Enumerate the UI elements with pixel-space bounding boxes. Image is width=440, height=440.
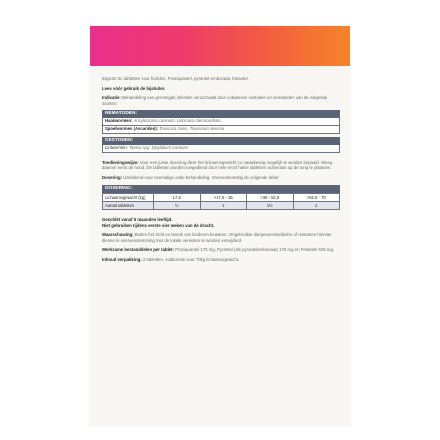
nematode-row-species: Toxocara canis, Toxascaris leonina (159, 126, 225, 132)
contents-text: 2 tabletten, voldoende voor 70kg lichaamsgewicht. (142, 256, 240, 262)
weight-row (103, 193, 340, 201)
tablets-cell: 2 (293, 201, 340, 209)
indication-text: Behandeling van gemengde infecties veroorzaakt door volwassen cestoden en nematoden van de volgende soorten: (102, 95, 328, 106)
nematodes-section (102, 110, 340, 134)
product-line: Zipyran XL tabletten voor honden, Praziquantel, pyrantel-embonaat, febantel. (102, 76, 249, 81)
nematode-row (102, 118, 340, 126)
dosage-intro (102, 175, 340, 181)
age-note: Geschikt vanaf 5 maanden leeftijd. (102, 216, 173, 222)
tablets-cell: ½ (154, 201, 201, 209)
administration-label: Toedieningswijze: (102, 159, 139, 165)
weight-row-label: Lichaamsgewicht (kg) (103, 193, 154, 201)
warning (102, 232, 340, 243)
indication (102, 95, 340, 106)
dosage-table (102, 193, 340, 210)
dosage-intro-label: Dosering: (102, 174, 123, 180)
dosage-header: DOSERING: (102, 185, 340, 193)
cestodes-section (102, 137, 340, 153)
pregnancy-note: Niet gebruiken tijdens eerste vier weken van de dracht. (102, 222, 215, 228)
nematode-row-species: Ancylostoma caninum, Uncinaria stenocephala (133, 118, 221, 124)
leaflet-panel (90, 26, 350, 426)
dosage-section (102, 185, 340, 210)
weight-cell: >35 - 52,5 (247, 193, 294, 201)
nematode-row-label: Haakwormen: (105, 118, 133, 124)
nematode-row-label: Spoelwormen (Ascariden): (105, 126, 159, 132)
indication-label: Indicatie: (102, 95, 121, 101)
nematodes-header: NEMATODEN: (102, 110, 340, 118)
gradient-banner (90, 26, 350, 66)
tablets-row-label: Aantal tabletten (103, 201, 154, 209)
cestode-row-species: Taenia spp, Dipylidium caninum (128, 144, 188, 150)
tablets-cell: 1 (200, 201, 247, 209)
tablets-row (103, 201, 340, 209)
leaflet-content (90, 66, 350, 263)
warning-text: Buiten het zicht en bereik van kinderen bewaren. Ongebruikte diergeneesmiddelen of restanten hiervan dienen in overeenstemming met de lokale vereisten te worden verwijderd. (102, 232, 332, 243)
weight-cell: >17,5 - 35 (200, 193, 247, 201)
cestode-row (102, 145, 340, 153)
dosage-intro-text: Uitsluitend voor eenmalige orale behandeling. Overeenkomstig de volgende tabel: (123, 174, 280, 180)
contents (102, 257, 340, 263)
nematode-row (102, 126, 340, 134)
cestodes-header: CESTODEN: (102, 137, 340, 145)
ingredients-text: Praziquantel 175 mg, Pyrantel (als pyrantelembonaat) 175 mg en Febantel 525 mg. (175, 247, 335, 253)
administration-text: Voor een juiste dosering dient het lichaamsgewicht zo nauwkeurig mogelijk te worden bepaald. Weeg daarom eerst de hond. De tabletten worden toegediend door hele en/of halve tabletten achteraan op de tong te plaatsen. (102, 159, 333, 171)
cestode-row-label: Lintwormen: (105, 144, 128, 150)
weight-cell: >52,5 - 70 (293, 193, 340, 201)
administration (102, 160, 340, 171)
ingredients (102, 247, 340, 253)
ingredients-label: Werkzame bestanddelen per tablet: (102, 247, 175, 253)
contents-label: Inhoud verpakking: (102, 256, 142, 262)
warning-label: Waarschuwing: (102, 232, 134, 238)
tablets-cell: 1½ (247, 201, 294, 209)
read-before-notice: Lees vóór gebruik de bijsluiter. (102, 85, 166, 91)
weight-cell: 17,5 (154, 193, 201, 201)
